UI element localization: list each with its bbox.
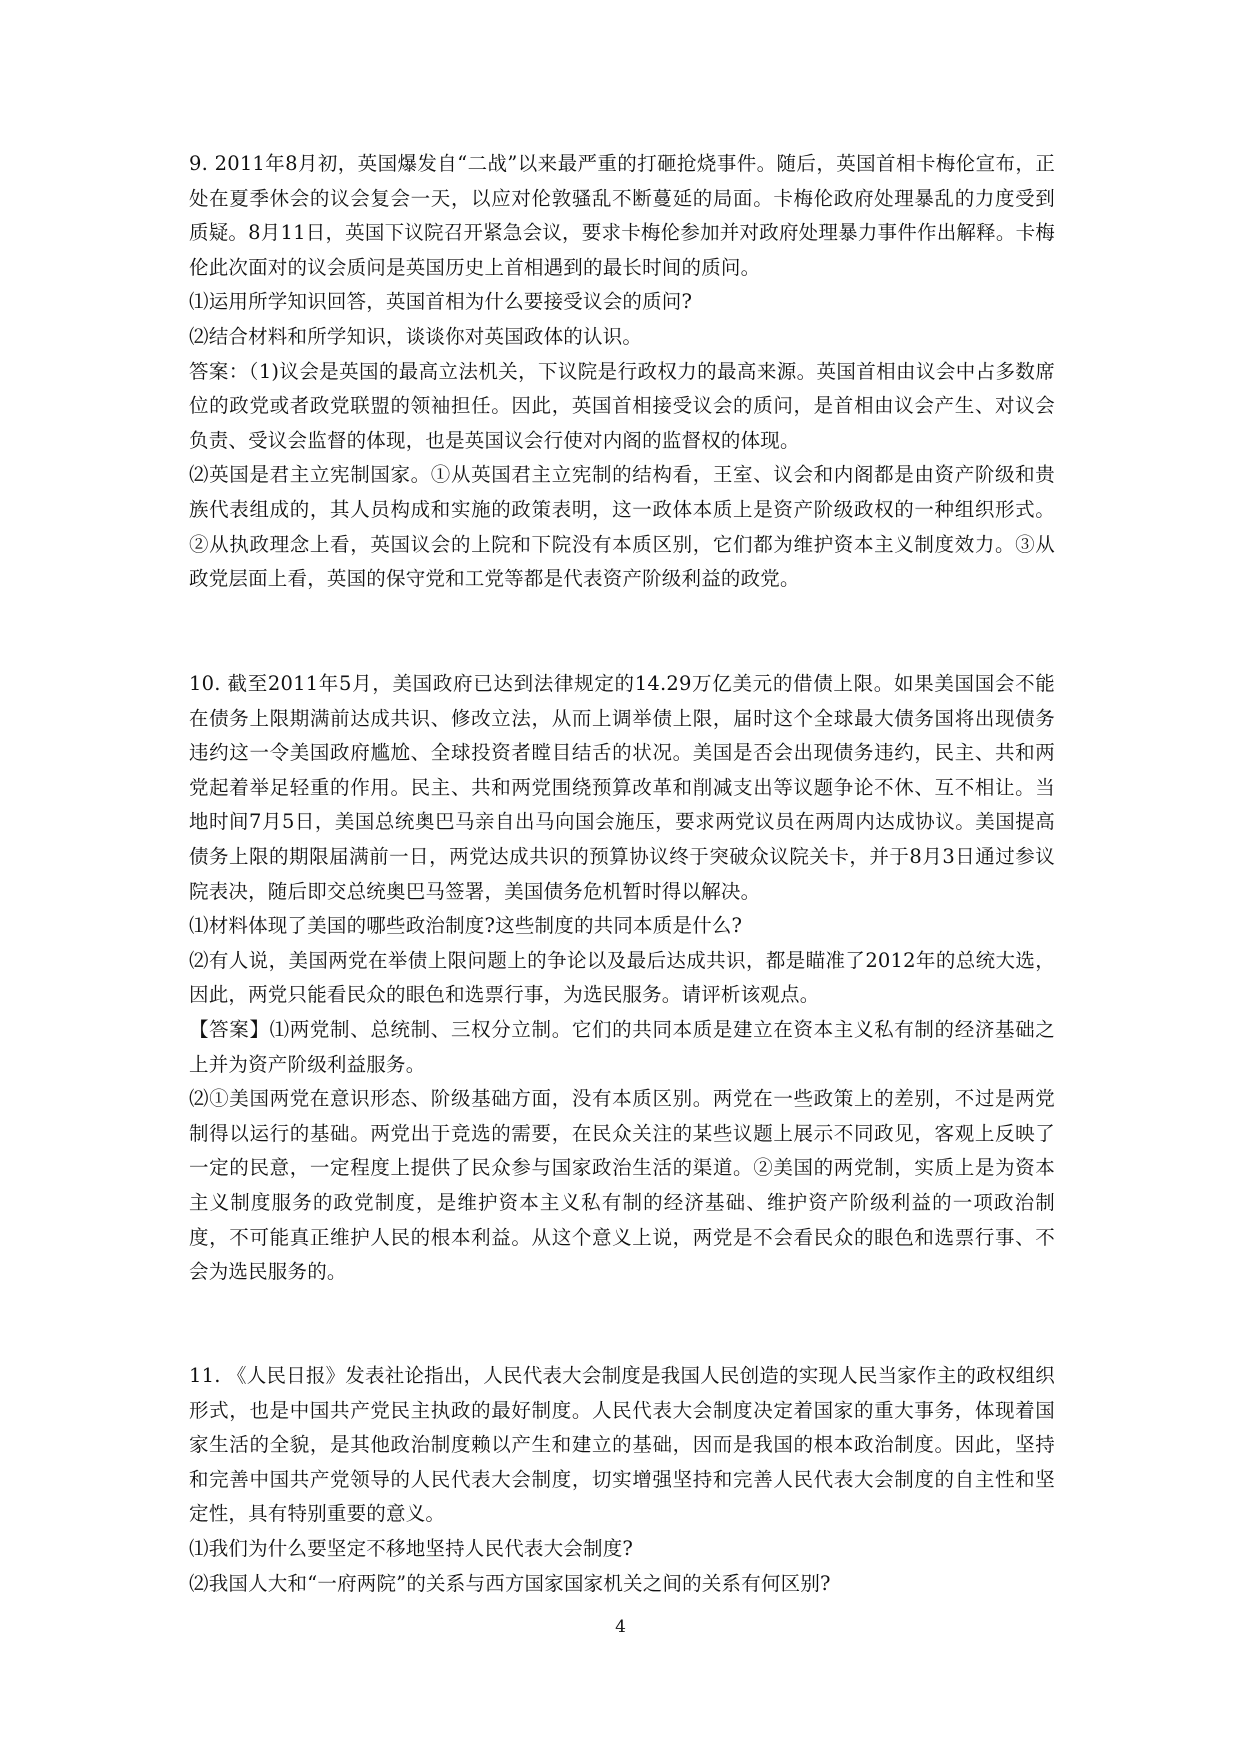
question-material: 9. 2011年8月初，英国爆发自“二战”以来最严重的打砸抢烧事件。随后，英国首相卡梅伦宣布，正处在夏季休会的议会复会一天，以应对伦敦骚乱不断蔓延的局面。卡梅伦政府处理暴乱的力度受到质疑。8月11日，英国下议院召开紧急会议，要求卡梅伦参加并对政府处理暴力事件作出解释。卡梅伦此次面对的议会质问是英国历史上首相遇到的最长时间的质问。: [189, 152, 1055, 279]
sub-question: ⑴运用所学知识回答，英国首相为什么要接受议会的质问?: [189, 290, 693, 314]
answer-paragraph: ⑵①美国两党在意识形态、阶级基础方面，没有本质区别。两党在一些政策上的差别，不过是两党制得以运行的基础。两党出于竞选的需要，在民众关注的某些议题上展示不同政见，客观上反映了一定的民意，一定程度上提供了民众参与国家政治生活的渠道。②美国的两党制，实质上是为资本主义制度服务的政党制度，是维护资本主义私有制的经济基础、维护资产阶级利益的一项政治制度，不可能真正维护人民的根本利益。从这个意义上说，两党是不会看民众的眼色和选票行事、不会为选民服务的。: [189, 1087, 1055, 1284]
answer-paragraph: ⑵英国是君主立宪制国家。①从英国君主立宪制的结构看，王室、议会和内阁都是由资产阶级和贵族代表组成的，其人员构成和实施的政策表明，这一政体本质上是资产阶级政权的一种组织形式。②从执政理念上看，英国议会的上院和下院没有本质区别，它们都为维护资本主义制度效力。③从政党层面上看，英国的保守党和工党等都是代表资产阶级利益的政党。: [189, 463, 1055, 591]
sub-question: ⑴材料体现了美国的哪些政治制度?这些制度的共同本质是什么?: [189, 914, 743, 938]
page-number: 4: [615, 1617, 626, 1637]
question-material: 10. 截至2011年5月，美国政府已达到法律规定的14.29万亿美元的借债上限。如果美国国会不能在债务上限期满前达成共识、修改立法，从而上调举债上限，届时这个全球最大债务国将出现债务违约这一令美国政府尴尬、全球投资者瞠目结舌的状况。美国是否会出现债务违约，民主、共和两党起着举足轻重的作用。民主、共和两党围绕预算改革和削减支出等议题争论不休、互不相让。当地时间7月5日，美国总统奥巴马亲自出马向国会施压，要求两党议员在两周内达成协议。美国提高债务上限的期限届满前一日，两党达成共识的预算协议终于突破众议院关卡，并于8月3日通过参议院表决，随后即交总统奥巴马签署，美国债务危机暂时得以解决。: [189, 672, 1055, 903]
sub-question: ⑴我们为什么要坚定不移地坚持人民代表大会制度?: [189, 1536, 634, 1560]
question-9: [189, 147, 1055, 597]
sub-question: ⑵有人说，美国两党在举债上限问题上的争论以及最后达成共识，都是瞄准了2012年的总统大选，因此，两党只能看民众的眼色和选票行事，为选民服务。请评析该观点。: [189, 948, 1055, 1007]
question-11: [189, 1359, 1055, 1601]
question-10: [189, 667, 1055, 1290]
sub-question: ⑵结合材料和所学知识，谈谈你对英国政体的认识。: [189, 324, 643, 348]
answer-paragraph: 【答案】⑴两党制、总统制、三权分立制。它们的共同本质是建立在资本主义私有制的经济基础之上并为资产阶级利益服务。: [189, 1017, 1055, 1076]
question-material: 11. 《人民日报》发表社论指出，人民代表大会制度是我国人民创造的实现人民当家作主的政权组织形式，也是中国共产党民主执政的最好制度。人民代表大会制度决定着国家的重大事务，体现着国家生活的全貌，是其他政治制度赖以产生和建立的基础，因而是我国的根本政治制度。因此，坚持和完善中国共产党领导的人民代表大会制度，切实增强坚持和完善人民代表大会制度的自主性和坚定性，具有特别重要的意义。: [189, 1364, 1055, 1526]
answer-paragraph: 答案：（1)议会是英国的最高立法机关，下议院是行政权力的最高来源。英国首相由议会中占多数席位的政党或者政党联盟的领袖担任。因此，英国首相接受议会的质问，是首相由议会产生、对议会负责、受议会监督的体现，也是英国议会行使对内阁的监督权的体现。: [189, 359, 1055, 452]
sub-question: ⑵我国人大和“一府两院”的关系与西方国家国家机关之间的关系有何区别?: [189, 1571, 831, 1595]
